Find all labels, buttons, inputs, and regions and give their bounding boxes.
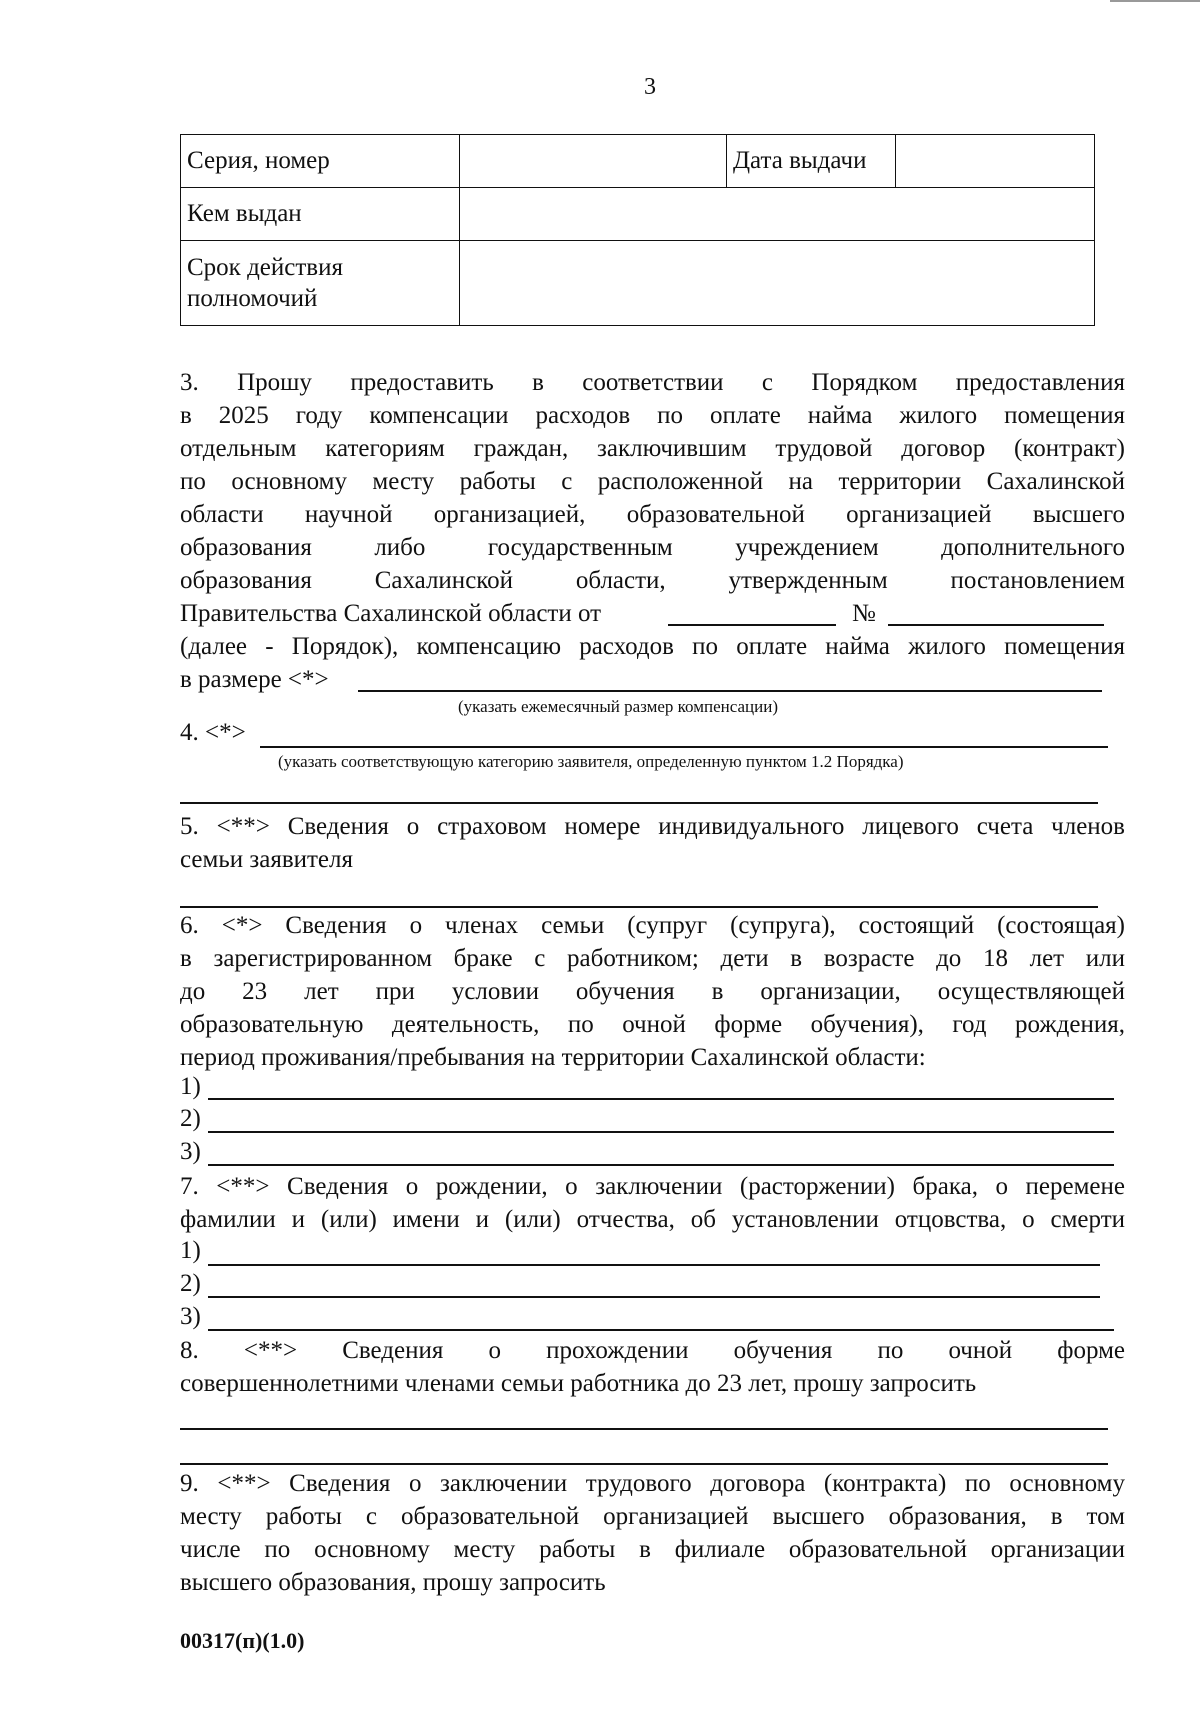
p3-line7: образования Сахалинской области, утвержденным постановлением: [180, 567, 1125, 594]
p3-line5: области научной организацией, образовательной организацией высшего: [180, 501, 1125, 528]
p3-line4: по основному месту работы с расположенной на территории Сахалинской: [180, 468, 1125, 495]
form-code: 00317(п)(1.0): [180, 1628, 305, 1653]
number-sign: №: [852, 600, 876, 627]
applicant-category-note: (указать соответствующую категорию заявителя, определенную пунктом 1.2 Порядка): [278, 752, 904, 771]
civil-record-item-3-field[interactable]: [208, 1329, 1114, 1331]
snils-field[interactable]: [180, 906, 1098, 908]
p6-line5: период проживания/пребывания на территории Сахалинской области:: [180, 1044, 926, 1071]
p5-line1: 5. <**> Сведения о страховом номере индивидуального лицевого счета членов: [180, 813, 1125, 840]
p6-line3: до 23 лет при условии обучения в организации, осуществляющей: [180, 978, 1125, 1005]
p3-line1: 3. Прошу предоставить в соответствии с Порядком предоставления: [180, 369, 1125, 396]
p9-line3: числе по основному месту работы в филиале образовательной организации: [180, 1536, 1125, 1563]
family-item-1-label: 1): [180, 1073, 201, 1100]
p7-line2: фамилии и (или) имени и (или) отчества, об установлении отцовства, о смерти: [180, 1206, 1125, 1233]
p4-label: 4. <*>: [180, 719, 246, 746]
applicant-category-field[interactable]: [260, 746, 1108, 748]
p3-line9: (далее - Порядок), компенсацию расходов по оплате найма жилого помещения: [180, 633, 1125, 660]
p9-line1: 9. <**> Сведения о заключении трудового договора (контракта) по основному: [180, 1470, 1125, 1497]
decree-date-field[interactable]: [668, 624, 836, 626]
p6-line2: в зарегистрированном браке с работником; дети в возрасте до 18 лет или: [180, 945, 1125, 972]
series-number-label: Серия, номер: [181, 135, 460, 188]
decree-number-field[interactable]: [888, 624, 1104, 626]
p6-line1: 6. <*> Сведения о членах семьи (супруг (супруга), состоящий (состоящая): [180, 912, 1125, 939]
civil-record-item-2-field[interactable]: [208, 1296, 1100, 1298]
education-field-2[interactable]: [180, 1463, 1108, 1465]
p8-line2: совершеннолетними членами семьи работника до 23 лет, прошу запросить: [180, 1370, 977, 1397]
issue-date-label: Дата выдачи: [727, 135, 896, 188]
series-number-value[interactable]: [460, 135, 727, 188]
validity-period-label: Срок действия полномочий: [181, 241, 460, 326]
family-item-1-field[interactable]: [208, 1098, 1114, 1100]
p3-line2: в 2025 году компенсации расходов по оплате найма жилого помещения: [180, 402, 1125, 429]
family-item-2-label: 2): [180, 1105, 201, 1132]
p7-line1: 7. <**> Сведения о рождении, о заключении (расторжении) брака, о перемене: [180, 1173, 1125, 1200]
civil-record-item-1-field[interactable]: [208, 1264, 1100, 1266]
scan-edge-line: [1110, 0, 1200, 2]
document-details-table: [180, 134, 1095, 326]
applicant-category-field-2[interactable]: [180, 802, 1098, 804]
p9-line4: высшего образования, прошу запросить: [180, 1569, 606, 1596]
education-field-1[interactable]: [180, 1428, 1108, 1430]
compensation-amount-field[interactable]: [358, 690, 1102, 692]
family-item-3-label: 3): [180, 1138, 201, 1165]
p8-line1: 8. <**> Сведения о прохождении обучения по очной форме: [180, 1337, 1125, 1364]
p5-line2: семьи заявителя: [180, 846, 353, 873]
p3-line6: образования либо государственным учреждением дополнительного: [180, 534, 1125, 561]
issued-by-value[interactable]: [460, 188, 1095, 241]
family-item-2-field[interactable]: [208, 1131, 1114, 1133]
p3-line3: отдельным категориям граждан, заключившим трудовой договор (контракт): [180, 435, 1125, 462]
validity-period-value[interactable]: [460, 241, 1095, 326]
p9-line2: месту работы с образовательной организацией высшего образования, в том: [180, 1503, 1125, 1530]
p3-line8: Правительства Сахалинской области от: [180, 600, 602, 627]
compensation-note: (указать ежемесячный размер компенсации): [458, 697, 778, 716]
civil-record-item-1-label: 1): [180, 1237, 201, 1264]
p6-line4: образовательную деятельность, по очной форме обучения), год рождения,: [180, 1011, 1125, 1038]
p3-line10: в размере <*>: [180, 666, 329, 693]
civil-record-item-2-label: 2): [180, 1270, 201, 1297]
document-page: 3 Серия, номер Дата выдачи Кем выдан Срок действия полномочий 3. Прошу предоставить в соответствии с Порядком предоставления в 2025 году компенсации расходов по оплате найма жилого помещения отдельным категориям граждан, заключившим трудовой договор (контракт) по основному месту работы с расположенной на территории Сахалинской области научной организацией, образовательной организацией высшего образования либо государственным учреждением дополнительного образования Сахалинской области, утвержденным постановлением Правительства Сахалинской области от № (далее - Порядок), компенсацию расходов по оплате найма жилого помещения в размере <*> (указать ежемесячный размер компенсации) 4. <*> (указать соответствующую категорию заявителя, определенную пунктом 1.2 Порядка) 5. <**> Сведения о страховом номере индивидуального лицевого счета членов семьи заявителя 6. <*> Сведения о членах семьи (супруг (супруга), состоящий (состоящая) в зарегистрированном браке с работником; дети в возрасте до 18 лет или до 23 лет при условии обучения в организации, осуществляющей образовательную деятельность, по очной форме обучения), год рождения, период проживания/пребывания на территории Сахалинской области: 1) 2) 3) 7. <**> Сведения о рождении, о заключении (расторжении) брака, о перемене фамилии и (или) имени и (или) отчества, об установлении отцовства, о смерти 1) 2) 3) 8. <**> Сведения о прохождении обучения по очной форме совершеннолетними членами семьи работника до 23 лет, прошу запросить 9. <**> Сведения о заключении трудового договора (контракта) по основному месту работы с образовательной организацией высшего образования, в том числе по основному месту работы в филиале образовательной организации высшего образования, прошу запросить 00317(п)(1.0): [0, 0, 1200, 1722]
family-item-3-field[interactable]: [208, 1164, 1114, 1166]
issued-by-label: Кем выдан: [181, 188, 460, 241]
civil-record-item-3-label: 3): [180, 1303, 201, 1330]
issue-date-value[interactable]: [896, 135, 1095, 188]
